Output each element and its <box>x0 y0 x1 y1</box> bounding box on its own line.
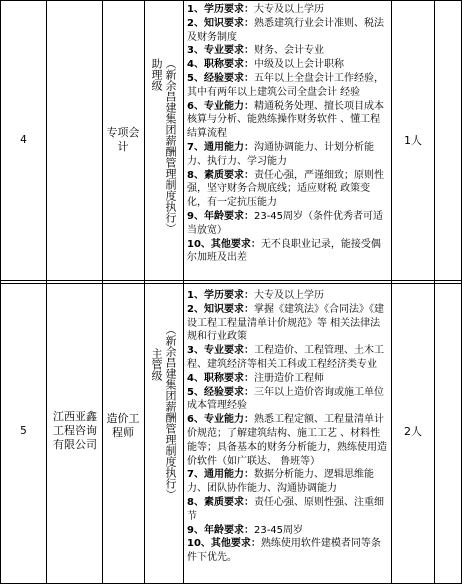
col-border <box>391 0 392 584</box>
requirement-item <box>187 72 387 100</box>
requirement-label: 6、专业能力： <box>187 414 254 426</box>
requirement-item <box>187 44 387 58</box>
requirement-label: 4、职称要求： <box>187 59 254 71</box>
requirement-label: 10、其他要求： <box>187 538 261 550</box>
requirement-item <box>187 468 387 496</box>
requirement-text: 财务、会计专业 <box>253 45 324 57</box>
requirement-text: 23-45周岁（条件优秀者可适当放宽） <box>187 210 384 236</box>
requirement-text: 无不良职业记录，能接受偶尔加班及出差 <box>187 238 381 264</box>
col-border <box>46 0 47 584</box>
requirement-item <box>187 289 387 303</box>
salary-rule: （新余昌建集团薪酬管理制度执行） <box>164 324 177 500</box>
position-title: 专项会计 <box>106 126 140 153</box>
position-title: 造价工程师 <box>106 412 140 439</box>
col-border <box>434 0 435 584</box>
requirement-label: 7、通用能力： <box>187 141 254 153</box>
requirement-label: 6、专业能力： <box>187 100 254 112</box>
requirements-list <box>187 3 387 265</box>
requirement-item <box>187 58 387 72</box>
requirement-text: 大专及以上学历 <box>253 290 324 301</box>
requirement-item <box>187 238 387 266</box>
row-divider-double <box>0 283 462 284</box>
requirement-text: 沟通协调能力、计划分析能力、执行力、学习能力 <box>187 141 374 167</box>
requirement-label: 8、素质要求： <box>187 496 254 508</box>
requirement-label: 8、素质要求： <box>187 169 254 181</box>
requirement-item <box>187 496 387 524</box>
col-border <box>144 0 145 584</box>
requirement-label: 2、知识要求： <box>187 17 254 29</box>
requirement-text: 中级及以上会计职称 <box>253 59 344 71</box>
requirement-text: 掌握《建筑法》《合同法》《建设工程工程量清单计价规范》等 相关法律法规和行业政策 <box>187 303 384 343</box>
col-border <box>102 0 103 584</box>
requirement-text: 注册造价工程师 <box>253 372 324 384</box>
requirement-label: 3、专业要求： <box>187 45 254 57</box>
requirement-item <box>187 537 387 565</box>
requirement-text: 23-45周岁 <box>253 524 304 536</box>
rank-level: 助理级 <box>150 58 163 91</box>
headcount: 1人 <box>404 134 422 147</box>
requirement-item <box>187 386 387 414</box>
col-border <box>0 0 1 584</box>
requirement-text: 三年以上造价咨询或施工单位成本管理经验 <box>187 386 384 412</box>
row-number: 5 <box>20 425 27 437</box>
row-number: 4 <box>20 134 27 146</box>
requirement-text: 工程造价、工程管理、土木工程、建筑经济等相关工科或工程经济类专业 <box>187 345 384 370</box>
col-border <box>183 0 184 584</box>
requirement-text: 大专及以上学历 <box>253 4 324 15</box>
requirement-text: 熟悉工程定额、工程量清单计价规范；了解建筑结构、施工工艺 、材料性能等；具备基本的财务分析能力，熟练使用造价软件（如广联达、 鲁班等） <box>187 414 387 467</box>
requirement-label: 10、其他要求： <box>187 238 261 250</box>
requirement-text: 精通税务处理、擅长项目成本核算与分析、能熟练操作财务软件 、懂工程结算流程 <box>187 100 384 140</box>
requirement-item <box>187 3 387 17</box>
requirement-item <box>187 210 387 238</box>
requirement-text: 数据分析能力、逻辑思维能力、团队协作能力、沟通协调能力 <box>187 469 374 495</box>
requirement-item <box>187 344 387 372</box>
requirement-text: 熟练使用软件建模者同等条件下优先。 <box>187 538 381 564</box>
requirement-label: 1、学历要求： <box>187 290 254 301</box>
requirement-label: 1、学历要求： <box>187 4 254 15</box>
requirement-label: 9、年龄要求： <box>187 210 254 222</box>
requirement-label: 9、年龄要求： <box>187 524 254 536</box>
requirement-item <box>187 17 387 45</box>
requirement-text: 责任心强、原则性强、注重细节 <box>187 496 384 522</box>
requirement-text: 熟悉建筑行业会计准则、税法及财务制度 <box>187 17 384 43</box>
requirement-text: 五年以上全盘会计工作经验，其中有两年以上建筑公司全盘会计 经验 <box>187 72 384 98</box>
requirement-label: 5、经验要求： <box>187 386 254 398</box>
requirement-item <box>187 141 387 169</box>
requirement-label: 3、专业要求： <box>187 345 254 357</box>
requirement-label: 5、经验要求： <box>187 72 254 84</box>
requirement-text: 责任心强，严谨细致；原则性强，坚守财务合规底线；适应财税 政策变化，有一定抗压能力 <box>187 169 384 209</box>
company-name: 江西亚鑫工程咨询有限公司 <box>53 410 97 451</box>
requirement-label: 7、通用能力： <box>187 469 254 481</box>
requirement-item <box>187 169 387 210</box>
requirement-item <box>187 413 387 468</box>
requirement-label: 4、职称要求： <box>187 372 254 384</box>
table-top-border <box>0 0 462 1</box>
salary-rule: （新余昌建集团薪酬管理制度执行） <box>164 58 177 234</box>
requirement-item <box>187 303 387 344</box>
requirement-label: 2、知识要求： <box>187 303 254 315</box>
rank-level: 主管级 <box>150 348 163 381</box>
requirement-item <box>187 524 387 538</box>
requirement-item <box>187 372 387 386</box>
requirement-item <box>187 100 387 141</box>
headcount: 2人 <box>404 425 422 438</box>
requirements-list <box>187 289 387 565</box>
row-divider <box>0 280 462 281</box>
